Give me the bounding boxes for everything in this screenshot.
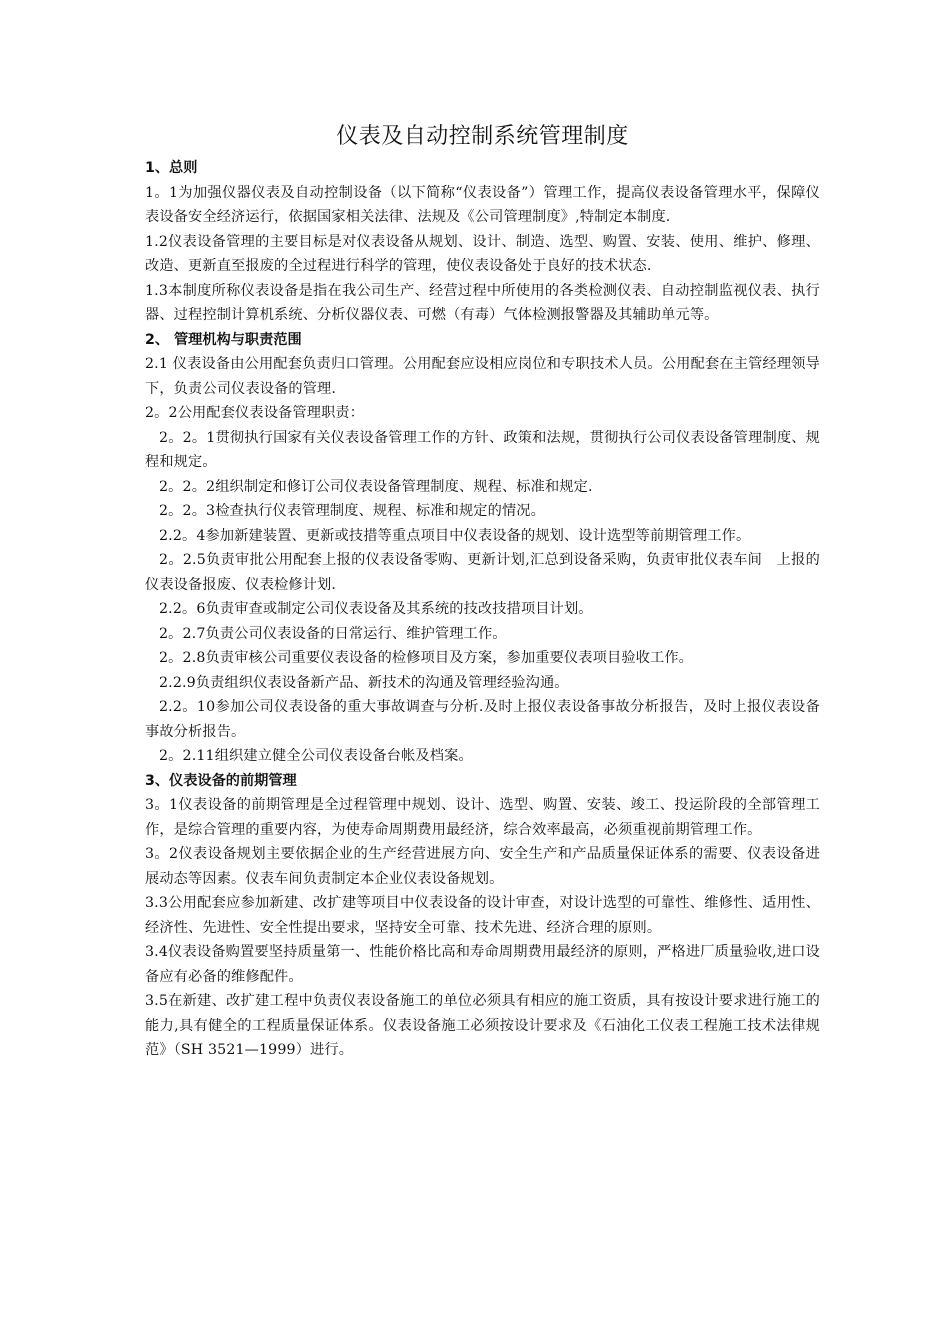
document-title: 仪表及自动控制系统管理制度 [336, 124, 629, 149]
paragraph: 2。2公用配套仪表设备管理职责： [145, 405, 365, 421]
paragraph: 2。2.7负责公司仪表设备的日常运行、维护管理工作。 [159, 625, 507, 642]
section-heading: 2、 管理机构与职责范围 [145, 331, 302, 348]
paragraph: 2。2.11组织建立健全公司仪表设备台帐及档案。 [159, 748, 473, 764]
paragraph: 2。2。1贯彻执行国家有关仪表设备管理工作的方针、政策和法规，贯彻执行公司仪表设备管理制度、规程和规定。 [145, 429, 820, 470]
section-organization [145, 328, 820, 769]
paragraph: 2.2。10参加公司仪表设备的重大事故调查与分析.及时上报仪表设备事故分析报告，及时上报仪表设备事故分析报告。 [145, 699, 820, 740]
paragraph: 3。1仪表设备的前期管理是全过程管理中规划、设计、选型、购置、安装、竣工、投运阶段的全部管理工作，是综合管理的重要内容，为使寿命周期费用最经济，综合效率最高，必须重视前期管理工作。 [145, 797, 820, 838]
paragraph: 3.4仪表设备购置要坚持质量第一、性能价格比高和寿命周期费用最经济的原则，严格进厂质量验收,进口设备应有必备的维修配件。 [145, 944, 820, 985]
paragraph: 3.5在新建、改扩建工程中负责仪表设备施工的单位必须具有相应的施工资质，具有按设计要求进行施工的能力,具有健全的工程质量保证体系。仪表设备施工必须按设计要求及《石油化工仪表工程施工技术法律规范》（SH 3521—1999）进行。 [145, 993, 820, 1058]
paragraph: 1。1为加强仪器仪表及自动控制设备（以下简称“仪表设备”）管理工作，提高仪表设备管理水平，保障仪表设备安全经济运行，依据国家相关法律、法规及《公司管理制度》,特制定本制度. [145, 184, 820, 225]
section-general [145, 156, 820, 328]
section-heading: 1、总则 [145, 160, 198, 176]
paragraph: 1.2仪表设备管理的主要目标是对仪表设备从规划、设计、制造、选型、购置、安装、使用、维护、修理、改造、更新直至报废的全过程进行科学的管理，使仪表设备处于良好的技术状态. [145, 233, 820, 274]
paragraph: 2.2。6负责审查或制定公司仪表设备及其系统的技改技措项目计划。 [159, 601, 593, 617]
paragraph: 3.3公用配套应参加新建、改扩建等项目中仪表设备的设计审查，对设计选型的可靠性、维修性、适用性、经济性、先进性、安全性提出要求，坚持安全可靠、技术先进、经济合理的原则。 [145, 895, 820, 936]
paragraph: 2。2。2组织制定和修订公司仪表设备管理制度、规程、标准和规定. [159, 478, 593, 495]
paragraph: 2。2.5负责审批公用配套上报的仪表设备零购、更新计划,汇总到设备采购，负责审批仪表车间 上报的仪表设备报废、仪表检修计划. [145, 552, 820, 593]
paragraph: 2。2.8负责审核公司重要仪表设备的检修项目及方案，参加重要仪表项目验收工作。 [159, 650, 694, 666]
paragraph: 2.2.9负责组织仪表设备新产品、新技术的沟通及管理经验沟通。 [159, 674, 569, 691]
section-heading: 3、仪表设备的前期管理 [145, 772, 297, 789]
document-page [145, 118, 820, 1063]
paragraph: 2.2。4参加新建装置、更新或技措等重点项目中仪表设备的规划、设计选型等前期管理工作。 [159, 527, 751, 544]
section-early-stage-management [145, 769, 820, 1063]
paragraph: 1.3本制度所称仪表设备是指在我公司生产、经营过程中所使用的各类检测仪表、自动控制监视仪表、执行器、过程控制计算机系统、分析仪器仪表、可燃（有毒）气体检测报警器及其辅助单元等。 [145, 282, 820, 323]
paragraph: 3。2仪表设备规划主要依据企业的生产经营进展方向、安全生产和产品质量保证体系的需要、仪表设备进展动态等因素。仪表车间负责制定本企业仪表设备规划。 [145, 846, 820, 887]
paragraph: 2。2。3检查执行仪表管理制度、规程、标准和规定的情况。 [159, 503, 545, 519]
paragraph: 2.1 仪表设备由公用配套负责归口管理。公用配套应设相应岗位和专职技术人员。公用配套在主管经理领导下，负责公司仪表设备的管理. [145, 356, 820, 397]
